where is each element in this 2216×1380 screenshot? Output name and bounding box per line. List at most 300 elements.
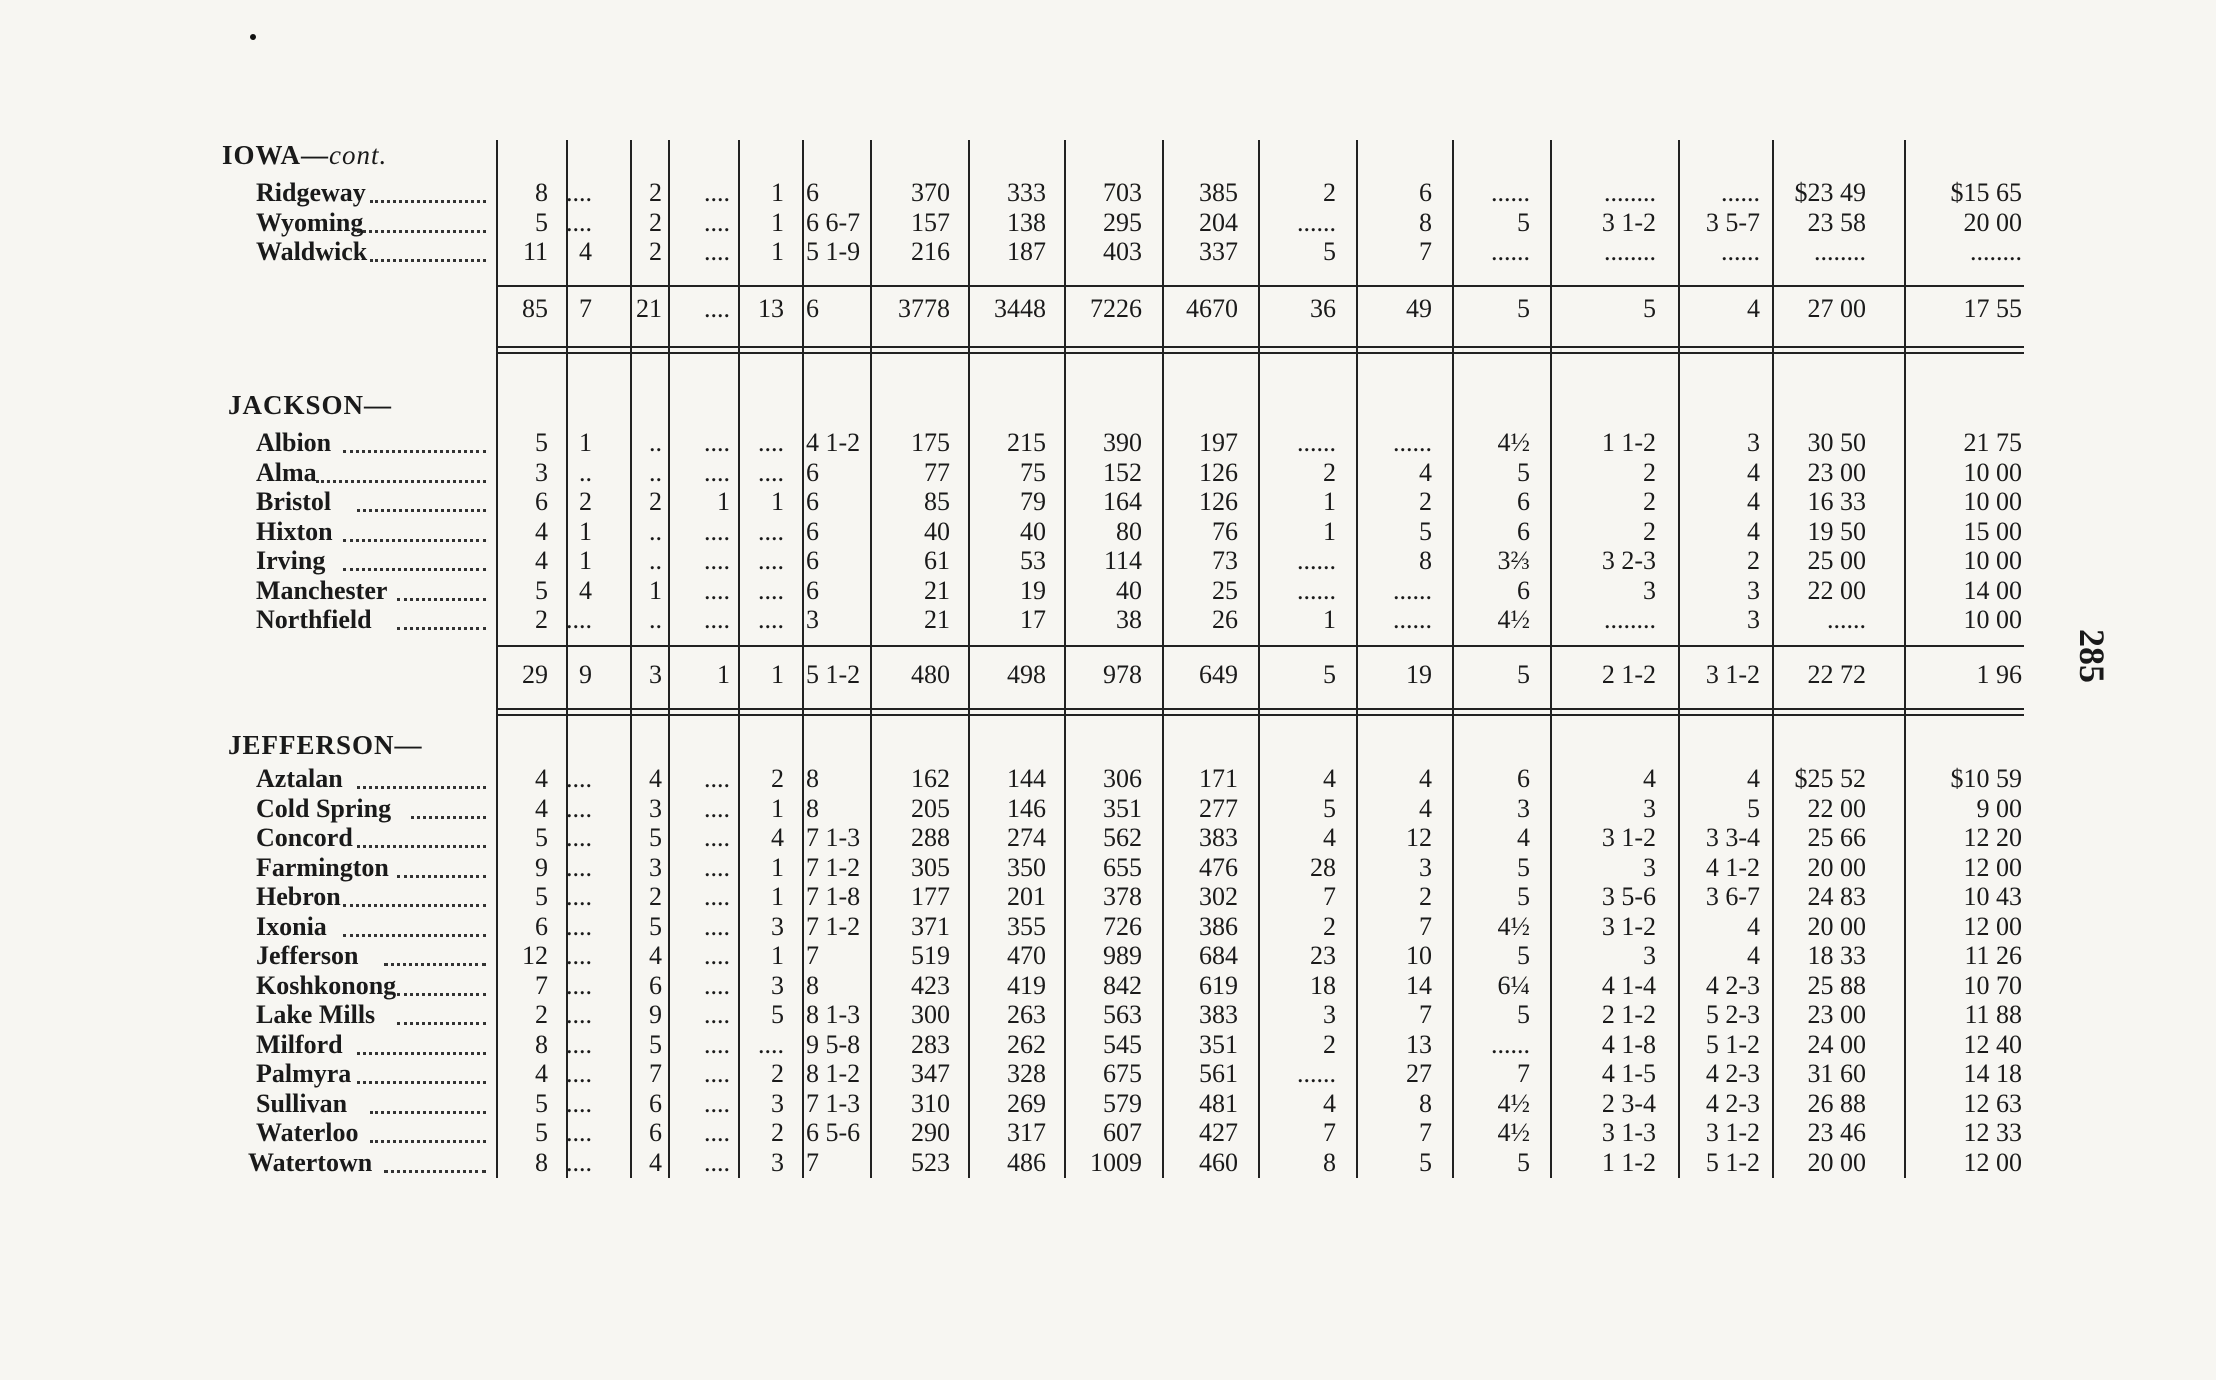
- table-cell: 18 33: [1807, 941, 1866, 970]
- table-cell: 4: [535, 764, 548, 793]
- leader-dots: [397, 875, 486, 878]
- table-cell: 726: [1103, 911, 1142, 941]
- table-cell: 40: [1020, 516, 1046, 546]
- table-cell: 347: [911, 1059, 950, 1088]
- table-cell: ....: [758, 516, 784, 546]
- row-label: Farmington: [256, 852, 389, 882]
- table-cell: 5: [649, 911, 662, 941]
- table-cell: 5: [1323, 660, 1336, 689]
- table-cell: 378: [1103, 882, 1142, 911]
- table-cell: 8: [535, 178, 548, 207]
- table-cell: 11: [522, 237, 548, 266]
- table-cell: 2: [1643, 457, 1656, 487]
- double-rule: [496, 346, 2024, 348]
- table-cell: 40: [924, 516, 950, 546]
- table-cell: 10 00: [1963, 546, 2022, 575]
- table-cell: 4 1-2: [1705, 852, 1760, 882]
- table-cell: 5 1-2: [806, 660, 861, 689]
- table-cell: ....: [704, 1059, 730, 1088]
- table-cell: 4: [535, 793, 548, 823]
- table-cell: 310: [911, 1088, 950, 1118]
- table-cell: 3778: [898, 294, 950, 323]
- table-cell: 481: [1199, 1088, 1238, 1118]
- table-cell: 383: [1199, 823, 1238, 852]
- ink-speck: [250, 34, 256, 40]
- table-cell: 24 00: [1807, 1029, 1866, 1059]
- table-cell: ......: [1827, 605, 1866, 634]
- table-cell: 162: [911, 764, 950, 793]
- table-cell: 3448: [994, 294, 1046, 323]
- table-cell: 8: [1419, 1088, 1432, 1118]
- table-cell: 5: [649, 823, 662, 852]
- leader-dots: [357, 509, 487, 512]
- table-cell: 1009: [1090, 1147, 1142, 1177]
- table-cell: 4: [649, 941, 662, 970]
- table-cell: 6: [535, 487, 548, 516]
- table-cell: 144: [1007, 764, 1046, 793]
- table-cell: 10 43: [1963, 882, 2022, 911]
- table-cell: 2: [1323, 457, 1336, 487]
- table-cell: 4: [1517, 823, 1530, 852]
- table-cell: 31 60: [1807, 1059, 1866, 1088]
- table-cell: ....: [566, 941, 592, 970]
- table-cell: 175: [911, 428, 950, 457]
- table-cell: 302: [1199, 882, 1238, 911]
- table-cell: $10 59: [1950, 764, 2022, 793]
- table-cell: 12 00: [1963, 852, 2022, 882]
- table-cell: 6: [806, 516, 819, 546]
- table-cell: ....: [704, 911, 730, 941]
- table-cell: ......: [1491, 178, 1530, 207]
- table-cell: 3: [649, 793, 662, 823]
- table-cell: 126: [1199, 487, 1238, 516]
- table-cell: 5: [1517, 457, 1530, 487]
- table-cell: 3: [1323, 1000, 1336, 1029]
- table-cell: 3 2-3: [1601, 546, 1656, 575]
- table-cell: 8: [806, 764, 819, 793]
- table-cell: 351: [1103, 793, 1142, 823]
- table-cell: ....: [704, 793, 730, 823]
- table-cell: 579: [1103, 1088, 1142, 1118]
- table-cell: ......: [1393, 428, 1432, 457]
- table-cell: ......: [1721, 178, 1760, 207]
- row-label: Manchester: [256, 575, 388, 605]
- table-cell: 3: [1419, 852, 1432, 882]
- table-cell: 3: [1747, 605, 1760, 634]
- leader-dots: [357, 845, 487, 848]
- leader-dots: [397, 993, 486, 996]
- table-cell: 85: [522, 294, 548, 323]
- table-cell: ....: [758, 575, 784, 605]
- table-cell: ....: [758, 428, 784, 457]
- page-number: 285: [2072, 629, 2112, 683]
- table-cell: 23 46: [1807, 1118, 1866, 1147]
- table-cell: 3 1-3: [1601, 1118, 1656, 1147]
- row-label: Aztalan: [256, 764, 343, 793]
- table-cell: 76: [1212, 516, 1238, 546]
- table-cell: 4: [649, 764, 662, 793]
- double-rule: [496, 708, 2024, 710]
- table-cell: ......: [1297, 207, 1336, 237]
- table-cell: 201: [1007, 882, 1046, 911]
- table-cell: $15 65: [1950, 178, 2022, 207]
- table-cell: 274: [1007, 823, 1046, 852]
- table-cell: 8 1-2: [806, 1059, 861, 1088]
- table-cell: ....: [704, 1118, 730, 1147]
- table-cell: 5: [1517, 660, 1530, 689]
- leader-dots: [397, 627, 486, 630]
- table-cell: 2: [1643, 487, 1656, 516]
- table-cell: 4: [1419, 764, 1432, 793]
- row-label: Hebron: [256, 882, 341, 911]
- section-heading: [228, 730, 423, 760]
- table-cell: 12 33: [1963, 1118, 2022, 1147]
- table-cell: 28: [1310, 852, 1336, 882]
- table-cell: 390: [1103, 428, 1142, 457]
- rule: [496, 645, 2024, 647]
- table-cell: ....: [566, 764, 592, 793]
- column-rule: [668, 140, 670, 1178]
- table-cell: 3: [1643, 941, 1656, 970]
- table-cell: 53: [1020, 546, 1046, 575]
- table-cell: 2: [1419, 882, 1432, 911]
- table-cell: 29: [522, 660, 548, 689]
- table-cell: 9 00: [1976, 793, 2022, 823]
- table-cell: 114: [1103, 546, 1142, 575]
- table-cell: 6: [1517, 487, 1530, 516]
- table-cell: 6: [1517, 764, 1530, 793]
- table-cell: 25 88: [1807, 970, 1866, 1000]
- table-cell: 3: [806, 605, 819, 634]
- table-cell: 18: [1310, 970, 1336, 1000]
- table-cell: 11 26: [1964, 941, 2022, 970]
- table-cell: 197: [1199, 428, 1238, 457]
- table-cell: 6: [649, 1088, 662, 1118]
- table-cell: 5: [1517, 1147, 1530, 1177]
- table-cell: 5 1-2: [1705, 1147, 1760, 1177]
- table-cell: 2: [1419, 487, 1432, 516]
- table-cell: 337: [1199, 237, 1238, 266]
- table-cell: ....: [566, 823, 592, 852]
- table-cell: 20 00: [1963, 207, 2022, 237]
- table-cell: 2: [649, 207, 662, 237]
- leader-dots: [384, 1170, 487, 1173]
- table-cell: ....: [566, 207, 592, 237]
- table-cell: 205: [911, 793, 950, 823]
- table-cell: 8: [806, 970, 819, 1000]
- table-cell: 3 1-2: [1705, 660, 1760, 689]
- table-cell: 14 00: [1963, 575, 2022, 605]
- rule: [496, 285, 2024, 287]
- table-cell: 7: [1323, 1118, 1336, 1147]
- table-cell: 5: [535, 428, 548, 457]
- row-label: Koshkonong: [256, 970, 397, 1000]
- table-cell: 2: [1323, 178, 1336, 207]
- table-cell: 9: [535, 852, 548, 882]
- table-cell: ........: [1604, 605, 1656, 634]
- table-cell: 5: [535, 207, 548, 237]
- table-cell: 13: [758, 294, 784, 323]
- table-cell: 85: [924, 487, 950, 516]
- table-cell: ....: [704, 1088, 730, 1118]
- column-rule: [738, 140, 740, 1178]
- table-cell: 523: [911, 1147, 950, 1177]
- table-cell: ....: [758, 605, 784, 634]
- table-cell: 3 1-2: [1601, 911, 1656, 941]
- table-cell: 288: [911, 823, 950, 852]
- section-heading-suffix: cont.: [329, 140, 388, 170]
- table-cell: 36: [1310, 294, 1336, 323]
- table-cell: 1 1-2: [1601, 1147, 1656, 1177]
- table-cell: 4: [1323, 823, 1336, 852]
- table-cell: 164: [1103, 487, 1142, 516]
- table-cell: 4: [1643, 764, 1656, 793]
- table-cell: 3⅔: [1497, 546, 1530, 575]
- table-cell: 9: [649, 1000, 662, 1029]
- table-cell: 12 63: [1963, 1088, 2022, 1118]
- row-label: Watertown: [248, 1147, 373, 1177]
- table-cell: 20 00: [1807, 852, 1866, 882]
- table-cell: ....: [704, 941, 730, 970]
- row-label: Waldwick: [256, 237, 368, 266]
- table-cell: 6: [806, 457, 819, 487]
- table-cell: 27 00: [1807, 294, 1866, 323]
- table-cell: ......: [1297, 546, 1336, 575]
- table-cell: 4 2-3: [1705, 970, 1760, 1000]
- table-cell: 5: [1517, 852, 1530, 882]
- table-cell: 5: [1323, 237, 1336, 266]
- section-heading: [222, 140, 387, 170]
- table-cell: 8: [1419, 207, 1432, 237]
- table-cell: 649: [1199, 660, 1238, 689]
- table-cell: 1: [771, 660, 784, 689]
- table-cell: 989: [1103, 941, 1142, 970]
- table-cell: 26 88: [1807, 1088, 1866, 1118]
- table-cell: 842: [1103, 970, 1142, 1000]
- table-cell: 3: [771, 911, 784, 941]
- table-cell: 1: [649, 575, 662, 605]
- table-cell: 177: [911, 882, 950, 911]
- table-cell: 5 1-9: [806, 237, 861, 266]
- table-cell: 7: [806, 941, 819, 970]
- table-cell: 486: [1007, 1147, 1046, 1177]
- leader-dots: [357, 786, 487, 789]
- table-cell: 6 6-7: [806, 207, 861, 237]
- table-cell: 8: [1419, 546, 1432, 575]
- table-cell: 3 3-4: [1705, 823, 1760, 852]
- table-cell: 2 1-2: [1601, 1000, 1656, 1029]
- table-cell: 3 6-7: [1705, 882, 1760, 911]
- section-heading-text: JACKSON—: [228, 390, 393, 420]
- table-cell: 3: [771, 1147, 784, 1177]
- table-cell: 351: [1199, 1029, 1238, 1059]
- table-cell: 3: [1643, 575, 1656, 605]
- table-cell: ....: [758, 1029, 784, 1059]
- leader-dots: [343, 934, 486, 937]
- table-cell: 4: [535, 546, 548, 575]
- leader-dots: [357, 230, 487, 233]
- table-cell: ..: [649, 428, 662, 457]
- table-cell: 3: [649, 660, 662, 689]
- table-cell: 146: [1007, 793, 1046, 823]
- row-label: Cold Spring: [256, 793, 392, 823]
- table-cell: ......: [1721, 237, 1760, 266]
- table-cell: 385: [1199, 178, 1238, 207]
- table-cell: 4 1-8: [1601, 1029, 1656, 1059]
- table-cell: 12 00: [1963, 911, 2022, 941]
- table-cell: 20 00: [1807, 1147, 1866, 1177]
- table-cell: 305: [911, 852, 950, 882]
- table-cell: ......: [1393, 575, 1432, 605]
- table-cell: ....: [704, 546, 730, 575]
- table-cell: 3 1-2: [1601, 823, 1656, 852]
- row-label: Albion: [256, 428, 332, 457]
- table-cell: 1: [579, 428, 592, 457]
- table-cell: 4: [535, 1059, 548, 1088]
- table-cell: 4: [1419, 793, 1432, 823]
- table-cell: 23 58: [1807, 207, 1866, 237]
- table-cell: 4: [579, 237, 592, 266]
- table-cell: 306: [1103, 764, 1142, 793]
- table-cell: 978: [1103, 660, 1142, 689]
- table-cell: 14: [1406, 970, 1432, 1000]
- table-cell: 3 1-2: [1601, 207, 1656, 237]
- table-cell: 7: [535, 970, 548, 1000]
- table-cell: 2: [771, 1118, 784, 1147]
- table-cell: 15 00: [1963, 516, 2022, 546]
- table-cell: 19: [1406, 660, 1432, 689]
- table-cell: 419: [1007, 970, 1046, 1000]
- table-cell: 2: [771, 1059, 784, 1088]
- table-cell: 25 66: [1807, 823, 1866, 852]
- table-cell: 157: [911, 207, 950, 237]
- section-heading-text: IOWA—: [222, 140, 330, 170]
- table-cell: 5: [1323, 793, 1336, 823]
- table-cell: 12 20: [1963, 823, 2022, 852]
- table-cell: 6: [649, 970, 662, 1000]
- table-cell: 1: [771, 487, 784, 516]
- table-cell: 19: [1020, 575, 1046, 605]
- double-rule: [496, 352, 2024, 354]
- table-cell: 216: [911, 237, 950, 266]
- table-cell: 427: [1199, 1118, 1238, 1147]
- table-cell: 8 1-3: [806, 1000, 861, 1029]
- table-cell: 5: [1517, 294, 1530, 323]
- row-label: Sullivan: [256, 1088, 348, 1118]
- table-cell: 1: [579, 546, 592, 575]
- table-cell: 1: [771, 237, 784, 266]
- table-cell: ....: [704, 1147, 730, 1177]
- table-cell: 21: [636, 294, 662, 323]
- table-cell: 5: [1747, 793, 1760, 823]
- table-cell: ....: [566, 1059, 592, 1088]
- row-label: Irving: [256, 546, 326, 575]
- table-cell: 4: [1747, 487, 1760, 516]
- table-cell: 7226: [1090, 294, 1142, 323]
- table-cell: 1 1-2: [1601, 428, 1656, 457]
- table-cell: 73: [1212, 546, 1238, 575]
- leader-dots: [343, 539, 486, 542]
- table-cell: 6: [649, 1118, 662, 1147]
- table-cell: ....: [704, 575, 730, 605]
- table-cell: 77: [924, 457, 950, 487]
- table-cell: 187: [1007, 237, 1046, 266]
- row-label: Concord: [256, 823, 353, 852]
- table-cell: ..: [649, 516, 662, 546]
- table-cell: ..: [649, 605, 662, 634]
- column-rule: [968, 140, 970, 1178]
- table-cell: 619: [1199, 970, 1238, 1000]
- table-cell: 13: [1406, 1029, 1432, 1059]
- table-cell: ....: [566, 793, 592, 823]
- table-cell: 4670: [1186, 294, 1238, 323]
- table-cell: 7 1-3: [806, 823, 861, 852]
- table-cell: 5: [1419, 1147, 1432, 1177]
- table-cell: 3: [771, 1088, 784, 1118]
- table-cell: 5: [649, 1029, 662, 1059]
- table-cell: 3: [649, 852, 662, 882]
- table-cell: 3 5-7: [1705, 207, 1760, 237]
- table-cell: 4: [579, 575, 592, 605]
- row-label: Ixonia: [256, 911, 327, 941]
- table-cell: 23: [1310, 941, 1336, 970]
- table-cell: 7 1-8: [806, 882, 861, 911]
- table-cell: 703: [1103, 178, 1142, 207]
- row-label: Bristol: [256, 487, 332, 516]
- table-cell: 277: [1199, 793, 1238, 823]
- table-cell: 3: [535, 457, 548, 487]
- table-cell: 1: [771, 852, 784, 882]
- table-cell: 23 00: [1807, 457, 1866, 487]
- table-cell: 295: [1103, 207, 1142, 237]
- table-cell: ..: [649, 546, 662, 575]
- table-cell: ....: [758, 457, 784, 487]
- table-cell: 4½: [1497, 911, 1530, 941]
- table-cell: 8: [535, 1147, 548, 1177]
- table-cell: ....: [566, 1088, 592, 1118]
- table-cell: 12: [1406, 823, 1432, 852]
- table-cell: 25: [1212, 575, 1238, 605]
- table-cell: 561: [1199, 1059, 1238, 1088]
- table-cell: 6: [1419, 178, 1432, 207]
- table-cell: ....: [758, 546, 784, 575]
- column-rule: [870, 140, 872, 1178]
- table-cell: ....: [704, 237, 730, 266]
- table-cell: 3: [1517, 793, 1530, 823]
- row-label: Northfield: [256, 605, 372, 634]
- table-cell: 5: [535, 575, 548, 605]
- table-cell: 152: [1103, 457, 1142, 487]
- table-cell: 2: [649, 237, 662, 266]
- table-cell: 5: [1517, 1000, 1530, 1029]
- column-rule: [1772, 140, 1774, 1178]
- table-cell: 1: [717, 660, 730, 689]
- table-cell: 10 00: [1963, 605, 2022, 634]
- table-cell: ......: [1297, 428, 1336, 457]
- row-label: Hixton: [256, 516, 333, 546]
- table-cell: 355: [1007, 911, 1046, 941]
- table-cell: 269: [1007, 1088, 1046, 1118]
- row-label: Palmyra: [256, 1059, 352, 1088]
- table-cell: 23 00: [1807, 1000, 1866, 1029]
- table-cell: 563: [1103, 1000, 1142, 1029]
- table-cell: 40: [1116, 575, 1142, 605]
- table-cell: 8: [535, 1029, 548, 1059]
- table-cell: ..: [649, 457, 662, 487]
- table-cell: ....: [704, 852, 730, 882]
- table-cell: 61: [924, 546, 950, 575]
- table-cell: 11 88: [1964, 1000, 2022, 1029]
